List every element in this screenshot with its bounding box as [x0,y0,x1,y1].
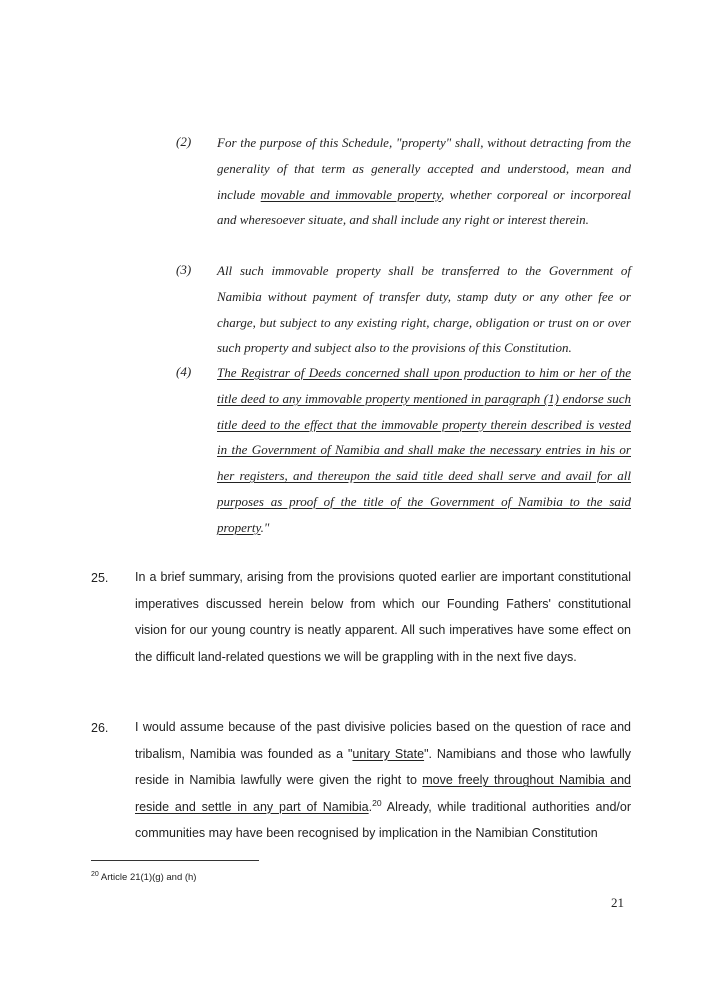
subsection-number: (2) [176,134,192,149]
footnote [91,872,196,883]
footnote-reference[interactable]: 20 [372,797,382,808]
paragraph-26: I would assume because of the past divisive policies based on the question of race and tribalism, Namibia was founded as a "unitary State". Namibians and those who lawfully reside in Namibia lawfully were given the right to move freely throughout Namibia and reside and settle in any part of Namibia.$^{20}$ Already, while traditional authorities and/or communities may have been recognised by implication in the Namibian Constitution [135,720,631,840]
paragraph-number: 25. [91,571,109,585]
paragraph-number: 26. [91,721,109,735]
paragraph-25: In a brief summary, arising from the provisions quoted earlier are important constitutional imperatives discussed herein below from which our Founding Fathers' constitutional vision for our young country is neatly apparent. All such imperatives have some effect on the difficult land-related questions we will be grappling with in the next five days. [135,570,631,664]
underlined-text: move freely throughout Namibia and reside and settle in any part of Namibia [135,773,631,814]
footnote-separator [91,860,259,861]
subsection-text: All such immovable property shall be transferred to the Government of Namibia without payment of transfer duty, stamp duty or any other fee or charge, but subject to any existing right, charge, obligation or trust on or over such property and subject also to the provisions of this Constitution. [217,263,631,356]
subsection-number: (3) [176,262,192,277]
underlined-text: The Registrar of Deeds concerned shall upon production to him or her of the title deed to any immovable property mentioned in paragraph (1) endorse such title deed to the effect that the immovable property therein described is vested in the Government of Namibia and shall make the necessary entries in his or her registers, and thereupon the said title deed shall serve and avail for all purposes as proof of the title of the Government of Namibia to the said property [217,365,631,535]
footnote-marker: 20 [91,870,99,878]
page-number: 21 [611,895,624,910]
underlined-text: movable and immovable property [260,186,442,202]
subsection-text: For the purpose of this Schedule, "property" shall, without detracting from the generality of that term as generally accepted and understood, mean and include movable and immovable property, whether corporeal or incorporeal and wheresoever situate, and shall include any right or interest therein. [217,135,632,228]
subsection-number: (4) [176,364,192,379]
footnote-text: Article 21(1)(g) and (h) [98,872,197,883]
subsection-text: The Registrar of Deeds concerned shall upon production to him or her of the title deed to any immovable property mentioned in paragraph (1) endorse such title deed to the effect that the immovable property therein described is vested in the Government of Namibia and shall make the necessary entries in his or her registers, and thereupon the said title deed shall serve and avail for all purposes as proof of the title of the Government of Namibia to the said property." [217,365,631,535]
underlined-text: unitary State [352,746,425,761]
